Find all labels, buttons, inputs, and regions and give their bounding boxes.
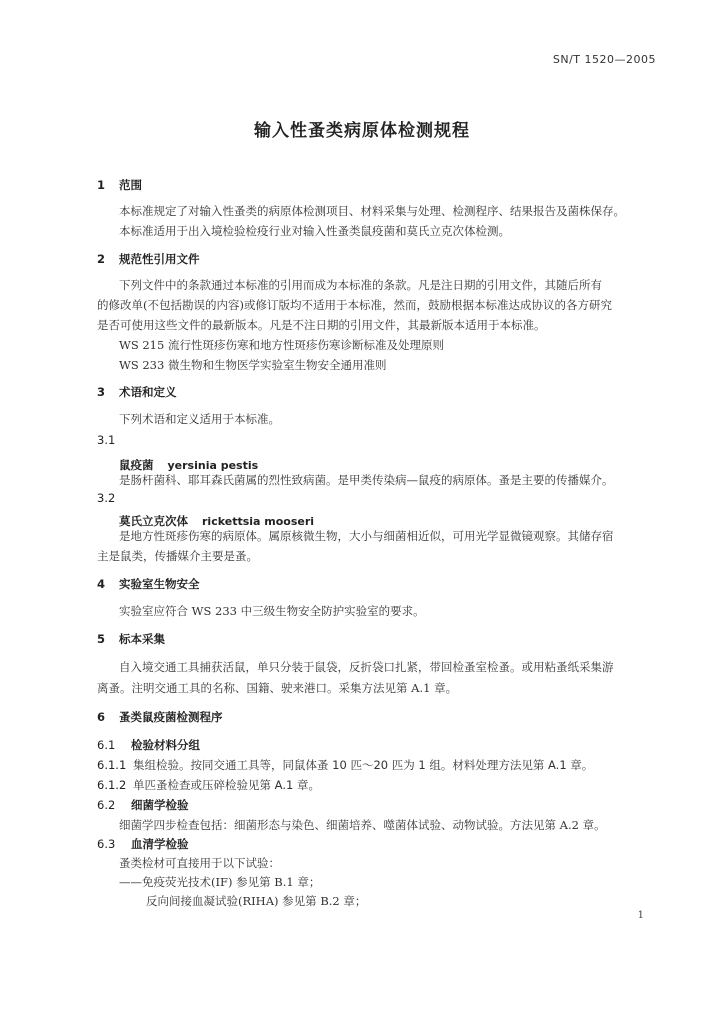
list-item: ——免疫荧光技术(IF) 参见第 B.1 章；: [119, 875, 321, 889]
section-title: 范围: [119, 178, 142, 192]
paragraph: 离蚤。注明交通工具的名称、国籍、驶来港口。采集方法见第 A.1 章。: [97, 681, 458, 695]
section-title: 实验室生物安全: [119, 577, 200, 591]
term-number: 3.1: [97, 433, 116, 447]
clause-number: 6.1.1: [97, 758, 127, 772]
section-5-heading: [97, 631, 165, 647]
paragraph: 是否可使用这些文件的最新版本。凡是不注日期的引用文件，其最新版本适用于本标准。: [97, 318, 546, 332]
section-3-heading: [97, 384, 177, 400]
section-title: 术语和定义: [119, 385, 177, 399]
term-name: 鼠疫菌: [119, 458, 154, 472]
subsection-title: 血清学检验: [131, 837, 189, 851]
section-number: 3: [97, 385, 106, 399]
section-title: 标本采集: [119, 632, 165, 646]
reference-item: WS 215 流行性斑疹伤寒和地方性斑疹伤寒诊断标准及处理原则: [119, 338, 444, 352]
paragraph: 下列文件中的条款通过本标准的引用而成为本标准的条款。凡是注日期的引用文件，其随后所有: [119, 278, 602, 292]
section-1-heading: [97, 177, 142, 193]
section-number: 5: [97, 632, 106, 646]
paragraph: 细菌学四步检查包括：细菌形态与染色、细菌培养、噬菌体试验、动物试验。方法见第 A.2 章。: [119, 818, 606, 832]
clause-6-1-2: [97, 777, 320, 793]
clause-6-1-1: [97, 757, 593, 773]
subsection-6-1-heading: [97, 737, 200, 753]
subsection-title: 细菌学检验: [131, 798, 189, 812]
section-title: 规范性引用文件: [119, 252, 200, 266]
subsection-number: 6.1: [97, 738, 116, 752]
section-number: 4: [97, 577, 106, 591]
paragraph: 本标准适用于出入境检验检疫行业对输入性蚤类鼠疫菌和莫氏立克次体检测。: [119, 224, 510, 238]
list-item: 反向间接血凝试验(RIHA) 参见第 B.2 章；: [146, 894, 367, 908]
paragraph: 自入境交通工具捕获活鼠，单只分装于鼠袋，反折袋口扎紧，带回检蚤室检蚤。或用粘蚤纸采集游: [119, 660, 614, 674]
section-number: 2: [97, 252, 106, 266]
term-english: yersinia pestis: [167, 459, 259, 472]
subsection-title: 检验材料分组: [131, 738, 200, 752]
subsection-6-2-heading: [97, 797, 189, 813]
page-number: 1: [637, 910, 644, 921]
clause-number: 6.1.2: [97, 778, 127, 792]
paragraph: 蚤类检材可直接用于以下试验：: [119, 856, 280, 870]
section-number: 6: [97, 710, 106, 724]
paragraph: 的修改单(不包括勘误的内容)或修订版均不适用于本标准，然而，鼓励根据本标准达成协议的各方研究: [97, 298, 612, 312]
subsection-6-3-heading: [97, 836, 189, 852]
term-number: 3.2: [97, 491, 116, 505]
paragraph: 本标准规定了对输入性蚤类的病原体检测项目、材料采集与处理、检测程序、结果报告及菌株保存。: [119, 204, 625, 218]
clause-text: 单匹蚤检查或压碎检验见第 A.1 章。: [133, 778, 320, 792]
term-heading: [119, 510, 314, 529]
term-name: 莫氏立克次体: [119, 514, 188, 528]
section-title: 蚤类鼠疫菌检测程序: [119, 710, 223, 724]
reference-item: WS 233 微生物和生物医学实验室生物安全通用准则: [119, 358, 387, 372]
clause-text: 集组检验。按同交通工具等，同鼠体蚤 10 匹～20 匹为 1 组。材料处理方法见第 A.1 章。: [133, 758, 594, 772]
term-heading: [119, 454, 258, 473]
paragraph: 实验室应符合 WS 233 中三级生物安全防护实验室的要求。: [119, 604, 425, 618]
paragraph: 下列术语和定义适用于本标准。: [119, 412, 280, 426]
section-6-heading: [97, 709, 223, 725]
document-title: 输入性蚤类病原体检测规程: [254, 121, 470, 141]
standard-number: SN/T 1520—2005: [552, 53, 656, 66]
subsection-number: 6.3: [97, 837, 116, 851]
section-4-heading: [97, 576, 200, 592]
term-definition: 主是鼠类，传播媒介主要是蚤。: [97, 549, 258, 563]
section-number: 1: [97, 178, 106, 192]
term-definition: 是地方性斑疹伤寒的病原体。属原核微生物，大小与细菌相近似，可用光学显微镜观察。其储存宿: [119, 529, 614, 543]
section-2-heading: [97, 251, 200, 267]
subsection-number: 6.2: [97, 798, 116, 812]
term-definition: 是肠杆菌科、耶耳森氏菌属的烈性致病菌。是甲类传染病—鼠疫的病原体。蚤是主要的传播媒介。: [119, 473, 614, 487]
term-english: rickettsia mooseri: [202, 515, 315, 528]
